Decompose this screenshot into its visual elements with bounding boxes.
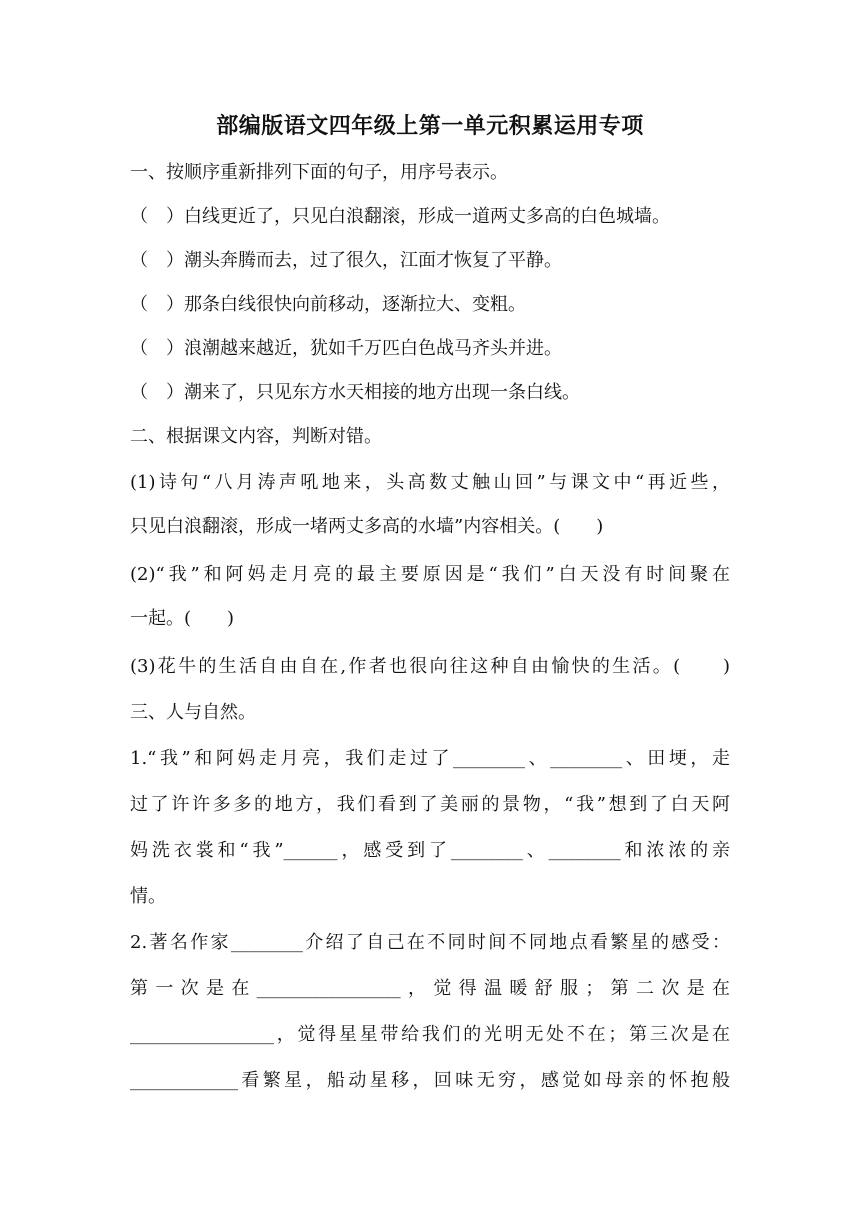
judge-item-2-line-2: 一起。( ): [130, 608, 235, 629]
fill-question-2-line-3: ________________，觉得星星带给我们的光明无处不在；第三次是在: [130, 1024, 730, 1045]
section3-heading: 三、人与自然。: [130, 702, 256, 723]
page-title: 部编版语文四年级上第一单元积累运用专项: [216, 114, 644, 139]
judge-item-1-line-2: 只见白浪翻滚，形成一堵两丈多高的水墙”内容相关。( ): [130, 516, 604, 537]
fill-question-1-line-2: 过了许许多多的地方，我们看到了美丽的景物，“我”想到了白天阿: [130, 794, 730, 815]
sentence-item-5: （ ）潮来了，只见东方水天相接的地方出现一条白线。: [130, 382, 580, 403]
fill-question-1-line-4: 情。: [130, 886, 166, 907]
sentence-item-3: （ ）那条白线很快向前移动，逐渐拉大、变粗。: [130, 294, 526, 315]
fill-question-2-line-1: 2.著名作家________介绍了自己在不同时间不同地点看繁星的感受：: [130, 932, 730, 953]
section2-heading: 二、根据课文内容，判断对错。: [130, 426, 382, 447]
fill-question-1-line-3: 妈洗衣裳和“我”______，感受到了________、________和浓浓的亲: [130, 840, 730, 861]
judge-item-1-line-1: (1)诗句“八月涛声吼地来，头高数丈触山回”与课文中“再近些，: [130, 472, 730, 493]
fill-question-2-line-2: 第一次是在________________，觉得温暖舒服；第二次是在: [130, 978, 730, 999]
judge-item-2-line-1: (2)“我”和阿妈走月亮的最主要原因是“我们”白天没有时间聚在: [130, 564, 730, 585]
sentence-item-1: （ ）白线更近了，只见白浪翻滚，形成一道两丈多高的白色城墙。: [130, 206, 670, 227]
fill-question-1-line-1: 1.“我”和阿妈走月亮，我们走过了________、________、田埂，走: [130, 748, 730, 769]
sentence-item-2: （ ）潮头奔腾而去，过了很久，江面才恢复了平静。: [130, 250, 562, 271]
section1-heading: 一、按顺序重新排列下面的句子，用序号表示。: [130, 162, 508, 183]
fill-question-2-line-4: ____________看繁星，船动星移，回味无穷，感觉如母亲的怀抱般: [130, 1070, 730, 1091]
sentence-item-4: （ ）浪潮越来越近，犹如千万匹白色战马齐头并进。: [130, 338, 562, 359]
judge-item-3: (3)花牛的生活自由自在,作者也很向往这种自由愉快的生活。( ): [130, 656, 730, 677]
